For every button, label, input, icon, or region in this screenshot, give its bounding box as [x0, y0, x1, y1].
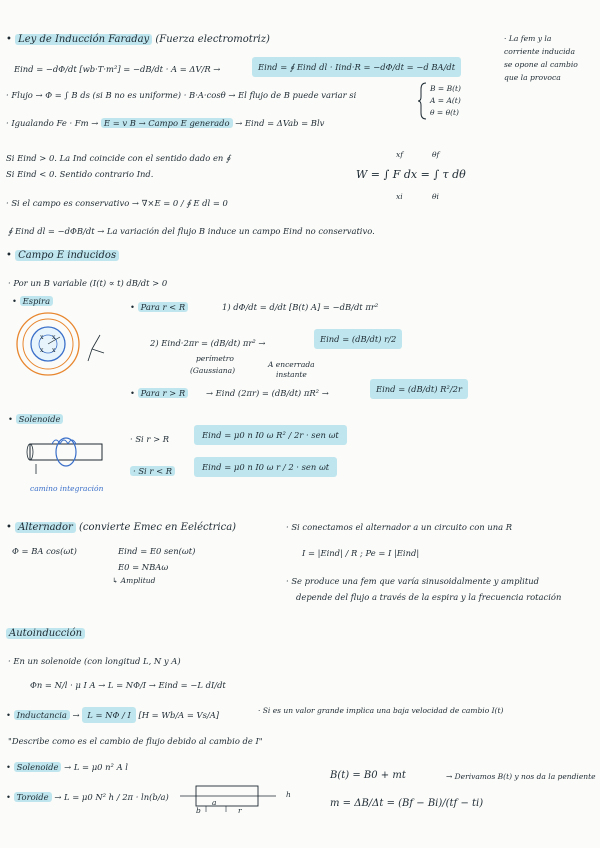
loop-label: Espira	[20, 296, 53, 306]
toroid-label: Toroide	[14, 792, 52, 802]
equal-prefix: · Igualando Fe · Fm →	[6, 118, 99, 128]
toroid-letter: r	[238, 806, 242, 815]
sign-positive: Si Eind > 0. La Ind coincide con el sentido dado en ∮	[6, 153, 231, 163]
sol-box2: Eind = μ0 n I0 ω r / 2 · sen ωt	[194, 457, 337, 477]
sol-case2: · Si r < R	[130, 466, 175, 476]
equal-box: E = v B → Campo E generado	[101, 118, 233, 128]
inductance-note: · Si es un valor grande implica una baja velocidad de cambio I(t)	[258, 706, 504, 715]
self-sol-eq: → L = μ0 n² A l	[64, 762, 128, 772]
work-limit: θi	[432, 192, 439, 201]
side-note-line: se opone al cambio	[504, 60, 578, 69]
work-limit: xi	[396, 192, 403, 201]
alternator-amp-note: ↳ Amplitud	[112, 576, 156, 585]
sol-case2-wrap	[130, 466, 175, 476]
case2-heading: • Para r > R	[130, 388, 188, 398]
slope-eq: m = ΔB/Δt = (Bf − Bi)/(tf − ti)	[330, 798, 484, 809]
case1-eq1: 1) dΦ/dt = d/dt [B(t) A] = −dB/dt πr²	[222, 302, 379, 312]
alternator-heading: • Alternador (convierte Emec en Eeléctrica)	[6, 522, 237, 533]
equal-line	[6, 118, 324, 128]
inductance-line: • Inductancia → L = NΦ / I [H = Wb/A = Vs/A]	[6, 710, 219, 720]
solenoid-diagram	[22, 430, 112, 482]
toroid-letter: a	[212, 798, 217, 807]
self-solenoid-line: · En un solenoide (con longitud L, N y A)	[8, 656, 181, 666]
alternator-current: I = |Eind| / R ; Pe = I |Eind|	[302, 548, 420, 558]
flux-definition: · Flujo → Φ = ∫ B ds (si B no es uniforme) · B·A·cosθ → El flujo de B puede variar si	[6, 90, 357, 100]
self-induction-title: Autoinducción	[6, 628, 85, 639]
area-note: instante	[276, 370, 307, 379]
inductance-units: [H = Wb/A = Vs/A]	[138, 710, 220, 720]
toroid-diagram	[176, 780, 284, 816]
inductance-label: Inductancia	[14, 710, 70, 720]
toroid-row: • Toroide → L = μ0 N² h / 2π · ln(b/a)	[6, 792, 169, 802]
flux-case: θ = θ(t)	[430, 108, 459, 117]
equal-suffix: → Eind = ΔVab = Blv	[235, 118, 325, 128]
perimeter-note: (Gaussiana)	[190, 366, 236, 375]
solenoid-heading: • Solenoide	[8, 414, 63, 424]
case2-eq: → Eind (2πr) = (dB/dt) πR² →	[206, 388, 329, 398]
work-limit: θf	[432, 150, 440, 159]
case1-eq2: 2) Eind·2πr = (dB/dt) πr² →	[150, 338, 266, 348]
self-eq: Φn = N/l · μ I A → L = NΦ/I → Eind = −L dI/dt	[30, 680, 226, 690]
faraday-title: Ley de Inducción Faraday	[15, 34, 152, 45]
flux-case: A = A(t)	[430, 96, 461, 105]
solenoid-label: Solenoide	[16, 414, 64, 424]
sol-case1: · Si r > R	[130, 434, 170, 444]
induced-title: Campo E inducidos	[15, 250, 119, 261]
svg-text:x: x	[40, 347, 44, 354]
conservative-line: · Si el campo es conservativo → ∇×E = 0 / ∮ E dl = 0	[6, 198, 228, 208]
induced-heading: • Campo E inducidos	[6, 250, 119, 262]
faraday-subtitle: (Fuerza electromotriz)	[155, 34, 270, 45]
bt-note: → Derivamos B(t) y nos da la pendiente	[446, 772, 596, 781]
inductance-box: L = NΦ / I	[82, 707, 136, 723]
induced-intro: · Por un B variable (I(t) ∝ t) dB/dt > 0	[8, 278, 168, 288]
bt-eq: B(t) = B0 + mt	[330, 770, 406, 781]
nonconservative-line: ∮ Eind dl = −dΦB/dt → La variación del flujo B induce un campo Eind no conservativo.	[8, 226, 375, 236]
work-equation: W = ∫ F dx = ∫ τ dθ	[356, 168, 466, 181]
flux-case: B = B(t)	[430, 84, 461, 93]
path-note: camino integración	[30, 484, 104, 493]
faraday-heading: • Ley de Inducción Faraday (Fuerza electromotriz)	[6, 34, 270, 45]
case1-heading: • Para r < R	[130, 302, 188, 312]
faraday-eq-box: Eind = ∮ Eind dl · Iind·R = −dΦ/dt = −d BA/dt	[252, 57, 461, 77]
sol-box1: Eind = μ0 n I0 ω R² / 2r · sen ωt	[194, 425, 347, 445]
toroid-letter: b	[196, 806, 201, 815]
faraday-eq1: Eind = −dΦ/dt [wb·T·m²] = −dB/dt · A = ΔV/R →	[14, 64, 221, 74]
svg-text:x: x	[52, 334, 56, 341]
alternator-title: Alternador	[15, 522, 76, 533]
self-induction-heading	[6, 628, 85, 640]
flux-case-brace	[418, 81, 428, 121]
svg-text:x: x	[40, 334, 44, 341]
alternator-amp: E0 = NBAω	[118, 562, 169, 572]
case1-label: Para r < R	[138, 302, 189, 312]
alternator-emf: Eind = E0 sen(ωt)	[118, 546, 196, 556]
alternator-explain: depende del flujo a través de la espira y la frecuencia rotación	[296, 592, 562, 602]
side-note-line: · La fem y la	[504, 34, 552, 43]
case1-box: Eind = (dB/dt) r/2	[314, 329, 402, 349]
alternator-connect: · Si conectamos el alternador a un circuito con una R	[286, 522, 513, 532]
alternator-subtitle: (convierte Emec en Eeléctrica)	[79, 522, 237, 533]
self-solenoid-row: • Solenoide → L = μ0 n² A l	[6, 762, 128, 772]
sign-negative: Si Eind < 0. Sentido contrario Ind.	[6, 169, 154, 179]
perimeter-note: perímetro	[196, 354, 234, 363]
inductance-quote: "Describe como es el cambio de flujo debido al cambio de I"	[8, 736, 263, 746]
svg-text:x: x	[52, 347, 56, 354]
alternator-explain: · Se produce una fem que varía sinusoidalmente y amplitud	[286, 576, 539, 586]
work-limit: xf	[396, 150, 404, 159]
case2-box: Eind = (dB/dt) R²/2r	[370, 379, 468, 399]
toroid-eq: → L = μ0 N² h / 2π · ln(b/a)	[54, 792, 169, 802]
area-note: A encerrada	[268, 360, 315, 369]
self-sol-label: Solenoide	[14, 762, 62, 772]
side-note-line: que la provoca	[504, 73, 561, 82]
case2-label: Para r > R	[138, 388, 189, 398]
loop-diagram	[8, 309, 112, 379]
side-note-line: corriente inducida	[504, 47, 575, 56]
loop-heading: • Espira	[12, 296, 53, 306]
alternator-flux: Φ = BA cos(ωt)	[12, 546, 77, 556]
toroid-letter: h	[286, 790, 291, 799]
